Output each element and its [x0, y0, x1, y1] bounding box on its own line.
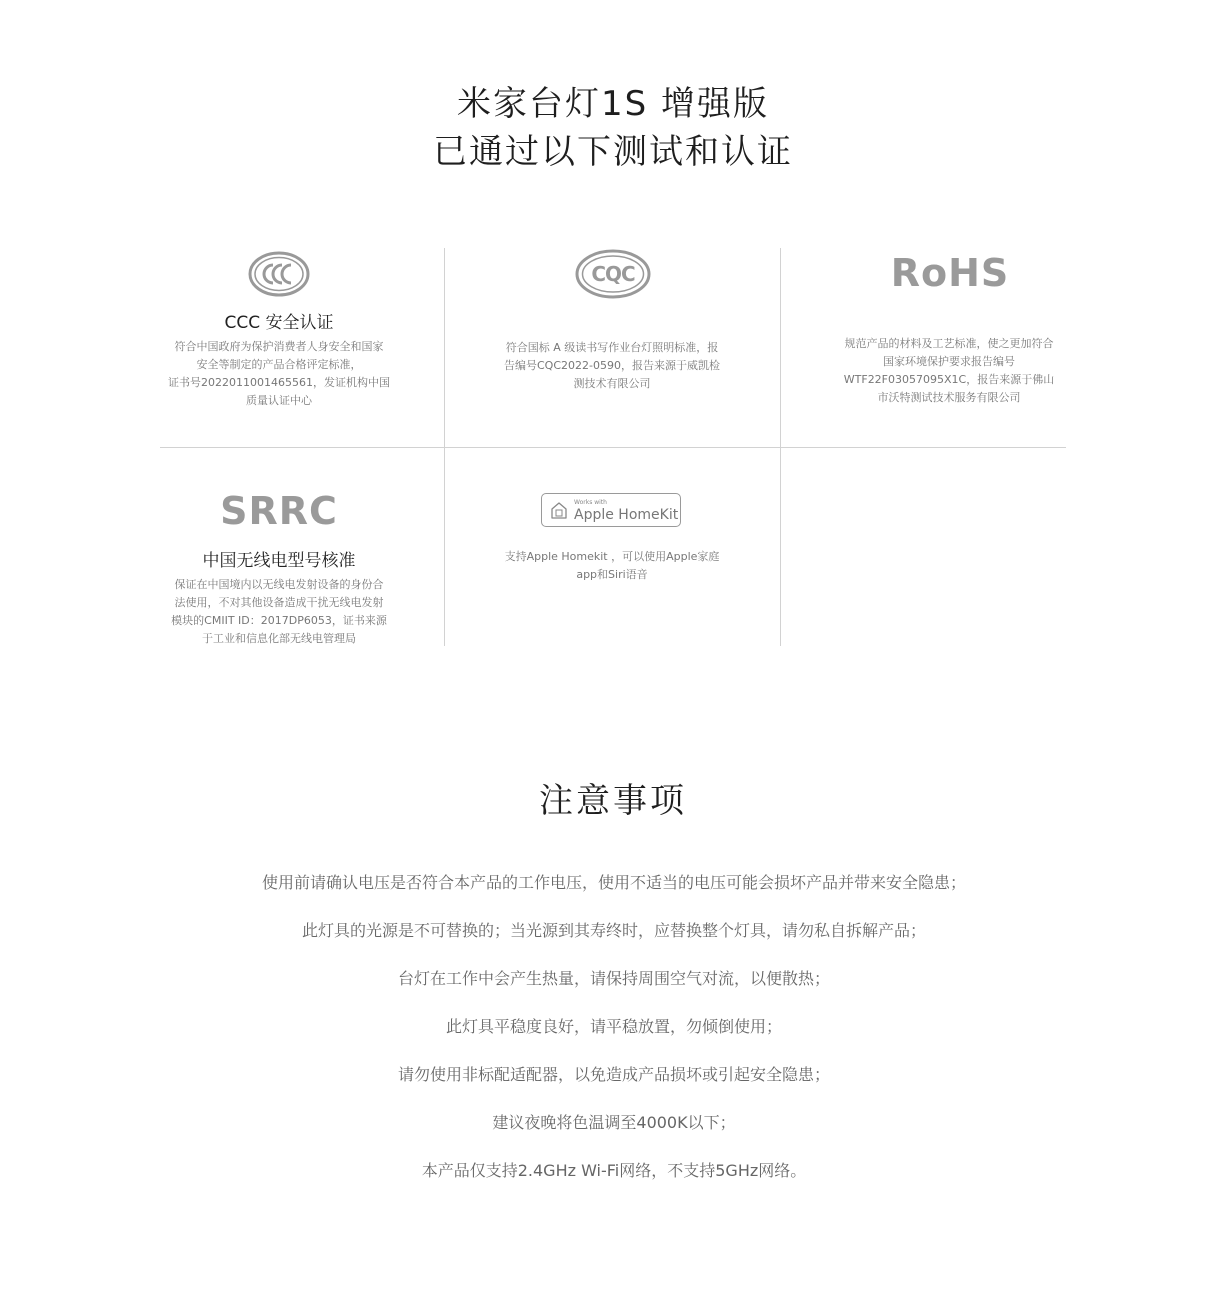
cert-title: CCC 安全认证	[224, 313, 334, 333]
cert-description: 支持Apple Homekit ，可以使用Apple家庭 app和Siri语音	[504, 550, 720, 581]
cert-title: 中国无线电型号核准	[202, 551, 356, 571]
note-item: 此灯具的光源是不可替换的；当光源到其寿终时，应替换整个灯具，请勿私自拆解产品；	[301, 921, 926, 940]
cert-description: 符合国标 A 级读书写作业台灯照明标准，报 告编号CQC2022-0590，报告来源于威凯检 测技术有限公司	[504, 341, 720, 390]
homekit-badge	[541, 493, 681, 527]
cert-title-line2: 已通过以下测试和认证	[433, 132, 793, 172]
home-icon	[550, 501, 568, 520]
rohs-logo-icon: RoHS	[890, 251, 1010, 295]
badge-small-text: Works with	[574, 499, 607, 506]
note-item: 建议夜晚将色温调至4000K以下；	[492, 1113, 736, 1132]
note-item: 使用前请确认电压是否符合本产品的工作电压，使用不适当的电压可能会损坏产品并带来安全隐患；	[261, 873, 966, 892]
cqc-logo-text: CQC	[591, 262, 635, 286]
grid-divider-horizontal	[160, 447, 1066, 448]
cert-title-line1: 米家台灯1S 增强版	[456, 84, 770, 124]
note-item: 台灯在工作中会产生热量，请保持周围空气对流，以便散热；	[397, 969, 830, 988]
cert-description: 规范产品的材料及工艺标准，使之更加符合 国家环境保护要求报告编号 WTF22F03057095X1C，报告来源于佛山 市沃特测试技术服务有限公司	[843, 337, 1055, 404]
note-item: 此灯具平稳度良好，请平稳放置，勿倾倒使用；	[445, 1017, 782, 1036]
srrc-logo-icon: SRRC	[220, 489, 338, 533]
ccc-logo-icon	[248, 251, 310, 297]
note-item: 请勿使用非标配适配器，以免造成产品损坏或引起安全隐患；	[397, 1065, 830, 1084]
cert-description: 保证在中国境内以无线电发射设备的身份合 法使用，不对其他设备造成干扰无线电发射 模块的CMIIT ID：2017DP6053，证书来源 于工业和信息化部无线电管理局	[171, 578, 387, 645]
cert-description: 符合中国政府为保护消费者人身安全和国家 安全等制定的产品合格评定标准， 证书号2022011001465561，发证机构中国 质量认证中心	[168, 340, 390, 407]
notes-title: 注意事项	[539, 781, 687, 821]
cqc-logo-icon	[575, 249, 651, 299]
note-item: 本产品仅支持2.4GHz Wi-Fi网络，不支持5GHz网络。	[421, 1161, 807, 1180]
badge-big-text: Apple HomeKit	[574, 507, 679, 523]
